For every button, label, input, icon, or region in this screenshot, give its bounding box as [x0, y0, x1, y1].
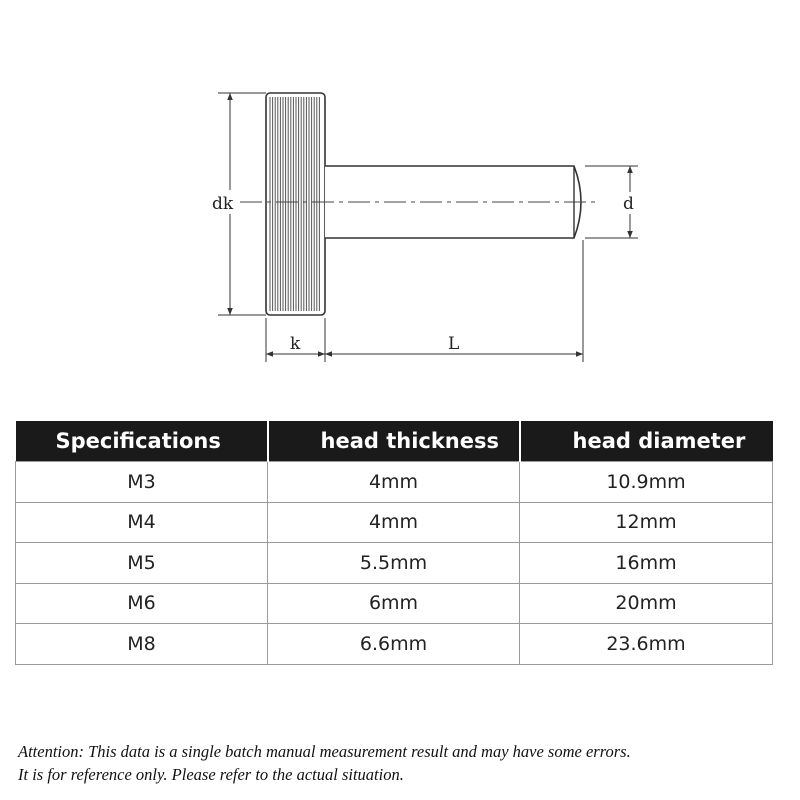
- table-row: [16, 624, 773, 665]
- note-line-1: Attention: This data is a single batch manual measurement result and may have some errors.: [18, 742, 631, 761]
- L-label: L: [448, 334, 460, 354]
- cell-thickness: 6.6mm: [268, 624, 520, 665]
- table-row: [16, 462, 773, 503]
- cell-spec: M8: [16, 624, 268, 665]
- cell-diameter: 20mm: [520, 583, 773, 624]
- table-row: [16, 502, 773, 543]
- cell-thickness: 6mm: [268, 583, 520, 624]
- table-header-row: [16, 421, 773, 462]
- cell-spec: M6: [16, 583, 268, 624]
- cell-spec: M4: [16, 502, 268, 543]
- cell-thickness: 4mm: [268, 462, 520, 503]
- cell-diameter: 10.9mm: [520, 462, 773, 503]
- cell-spec: M3: [16, 462, 268, 503]
- d-label: d: [623, 194, 634, 214]
- header-specifications: Specifications: [16, 421, 268, 462]
- cell-diameter: 12mm: [520, 502, 773, 543]
- table-row: [16, 543, 773, 584]
- cell-thickness: 5.5mm: [268, 543, 520, 584]
- header-head-thickness: head thickness: [268, 421, 520, 462]
- attention-note: [18, 740, 631, 786]
- k-label: k: [290, 334, 301, 354]
- note-line-2: It is for reference only. Please refer to the actual situation.: [18, 765, 404, 784]
- header-head-diameter: head diameter: [520, 421, 773, 462]
- cell-thickness: 4mm: [268, 502, 520, 543]
- spec-table: [15, 421, 773, 665]
- cell-diameter: 16mm: [520, 543, 773, 584]
- cell-spec: M5: [16, 543, 268, 584]
- dk-label: dk: [212, 194, 234, 214]
- cell-diameter: 23.6mm: [520, 624, 773, 665]
- knurled-head: [266, 93, 325, 315]
- screw-dimension-drawing: [0, 0, 800, 380]
- table-row: [16, 583, 773, 624]
